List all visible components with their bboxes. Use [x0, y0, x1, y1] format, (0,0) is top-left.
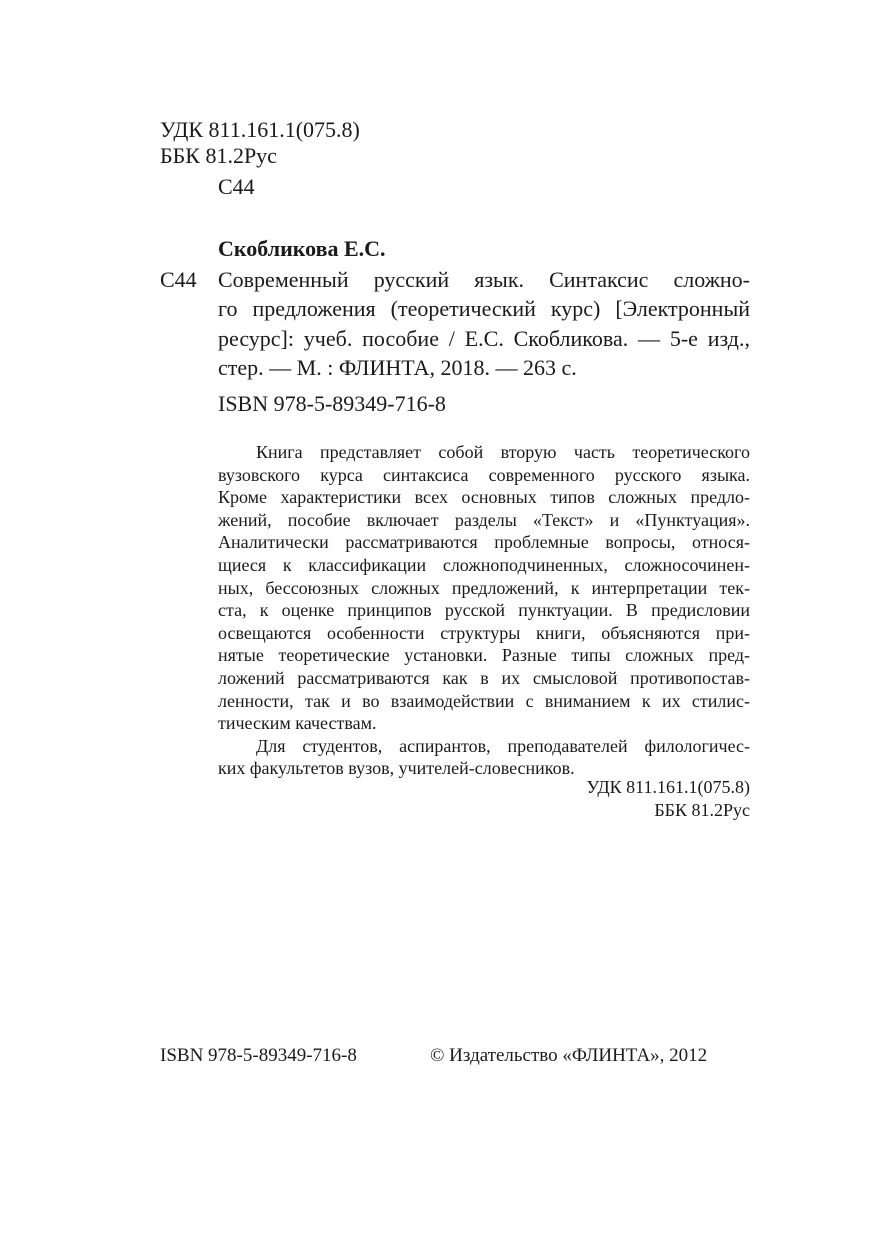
bibliographic-line: Современный русский язык. Синтаксис сложно- — [218, 267, 750, 292]
bibliographic-line: ресурс]: учеб. пособие / Е.С. Скобликова. — 5-е изд., — [218, 325, 750, 351]
annotation — [218, 441, 750, 780]
annotation-line: щиеся к классификации сложноподчиненных, сложносочинен- — [218, 554, 750, 575]
copyright-notice: © Издательство «ФЛИНТА», 2012 — [430, 1045, 708, 1066]
bbk-code-bottom: ББК 81.2Рус — [654, 799, 750, 820]
annotation-line: ста, к оценке принципов русской пунктуации. В предисловии — [218, 600, 750, 621]
author-mark-top: С44 — [218, 174, 255, 199]
isbn-main: ISBN 978-5-89349-716-8 — [218, 391, 446, 416]
audience-line: Для студентов, аспирантов, преподавателей филологичес- — [256, 735, 750, 756]
bibliographic-line: стер. — М. : ФЛИНТА, 2018. — 263 с. — [218, 355, 577, 381]
annotation-line: ленности, так и во взаимодействии с вниманием к их стилис- — [218, 690, 750, 711]
bbk-code-top: ББК 81.2Рус — [160, 143, 277, 168]
isbn-footer: ISBN 978-5-89349-716-8 — [160, 1045, 357, 1066]
annotation-line: Книга представляет собой вторую часть теоретического — [256, 442, 750, 462]
annotation-line: ложений рассматриваются как в их смысловой противопостав- — [218, 667, 750, 688]
annotation-line: нятые теоретические установки. Разные типы сложных пред- — [218, 645, 750, 666]
annotation-line: Аналитически рассматриваются проблемные вопросы, относя- — [218, 532, 750, 553]
bibliographic-line: го предложения (теоретический курс) [Электронный — [218, 296, 750, 322]
bibliographic-description — [218, 265, 750, 383]
annotation-line: освещаются особенности структуры книги, объясняются при- — [218, 622, 750, 643]
classification-block-bottom — [560, 776, 750, 821]
annotation-line: ных, бессоюзных сложных предложений, к интерпретации тек- — [218, 577, 750, 598]
annotation-line: вузовского курса синтаксиса современного русского языка. — [218, 464, 750, 485]
audience-line: ких факультетов вузов, учителей-словесников. — [218, 758, 575, 779]
annotation-line: тическим качествам. — [218, 713, 377, 734]
annotation-line: Кроме характеристики всех основных типов сложных предло- — [218, 487, 750, 508]
udk-code-top: УДК 811.161.1(075.8) — [160, 117, 360, 142]
udk-code-bottom: УДК 811.161.1(075.8) — [586, 777, 750, 797]
author-mark-side: С44 — [160, 267, 197, 292]
author-name: Скобликова Е.С. — [218, 236, 386, 261]
annotation-line: жений, пособие включает разделы «Текст» и «Пунктуация». — [218, 509, 750, 530]
